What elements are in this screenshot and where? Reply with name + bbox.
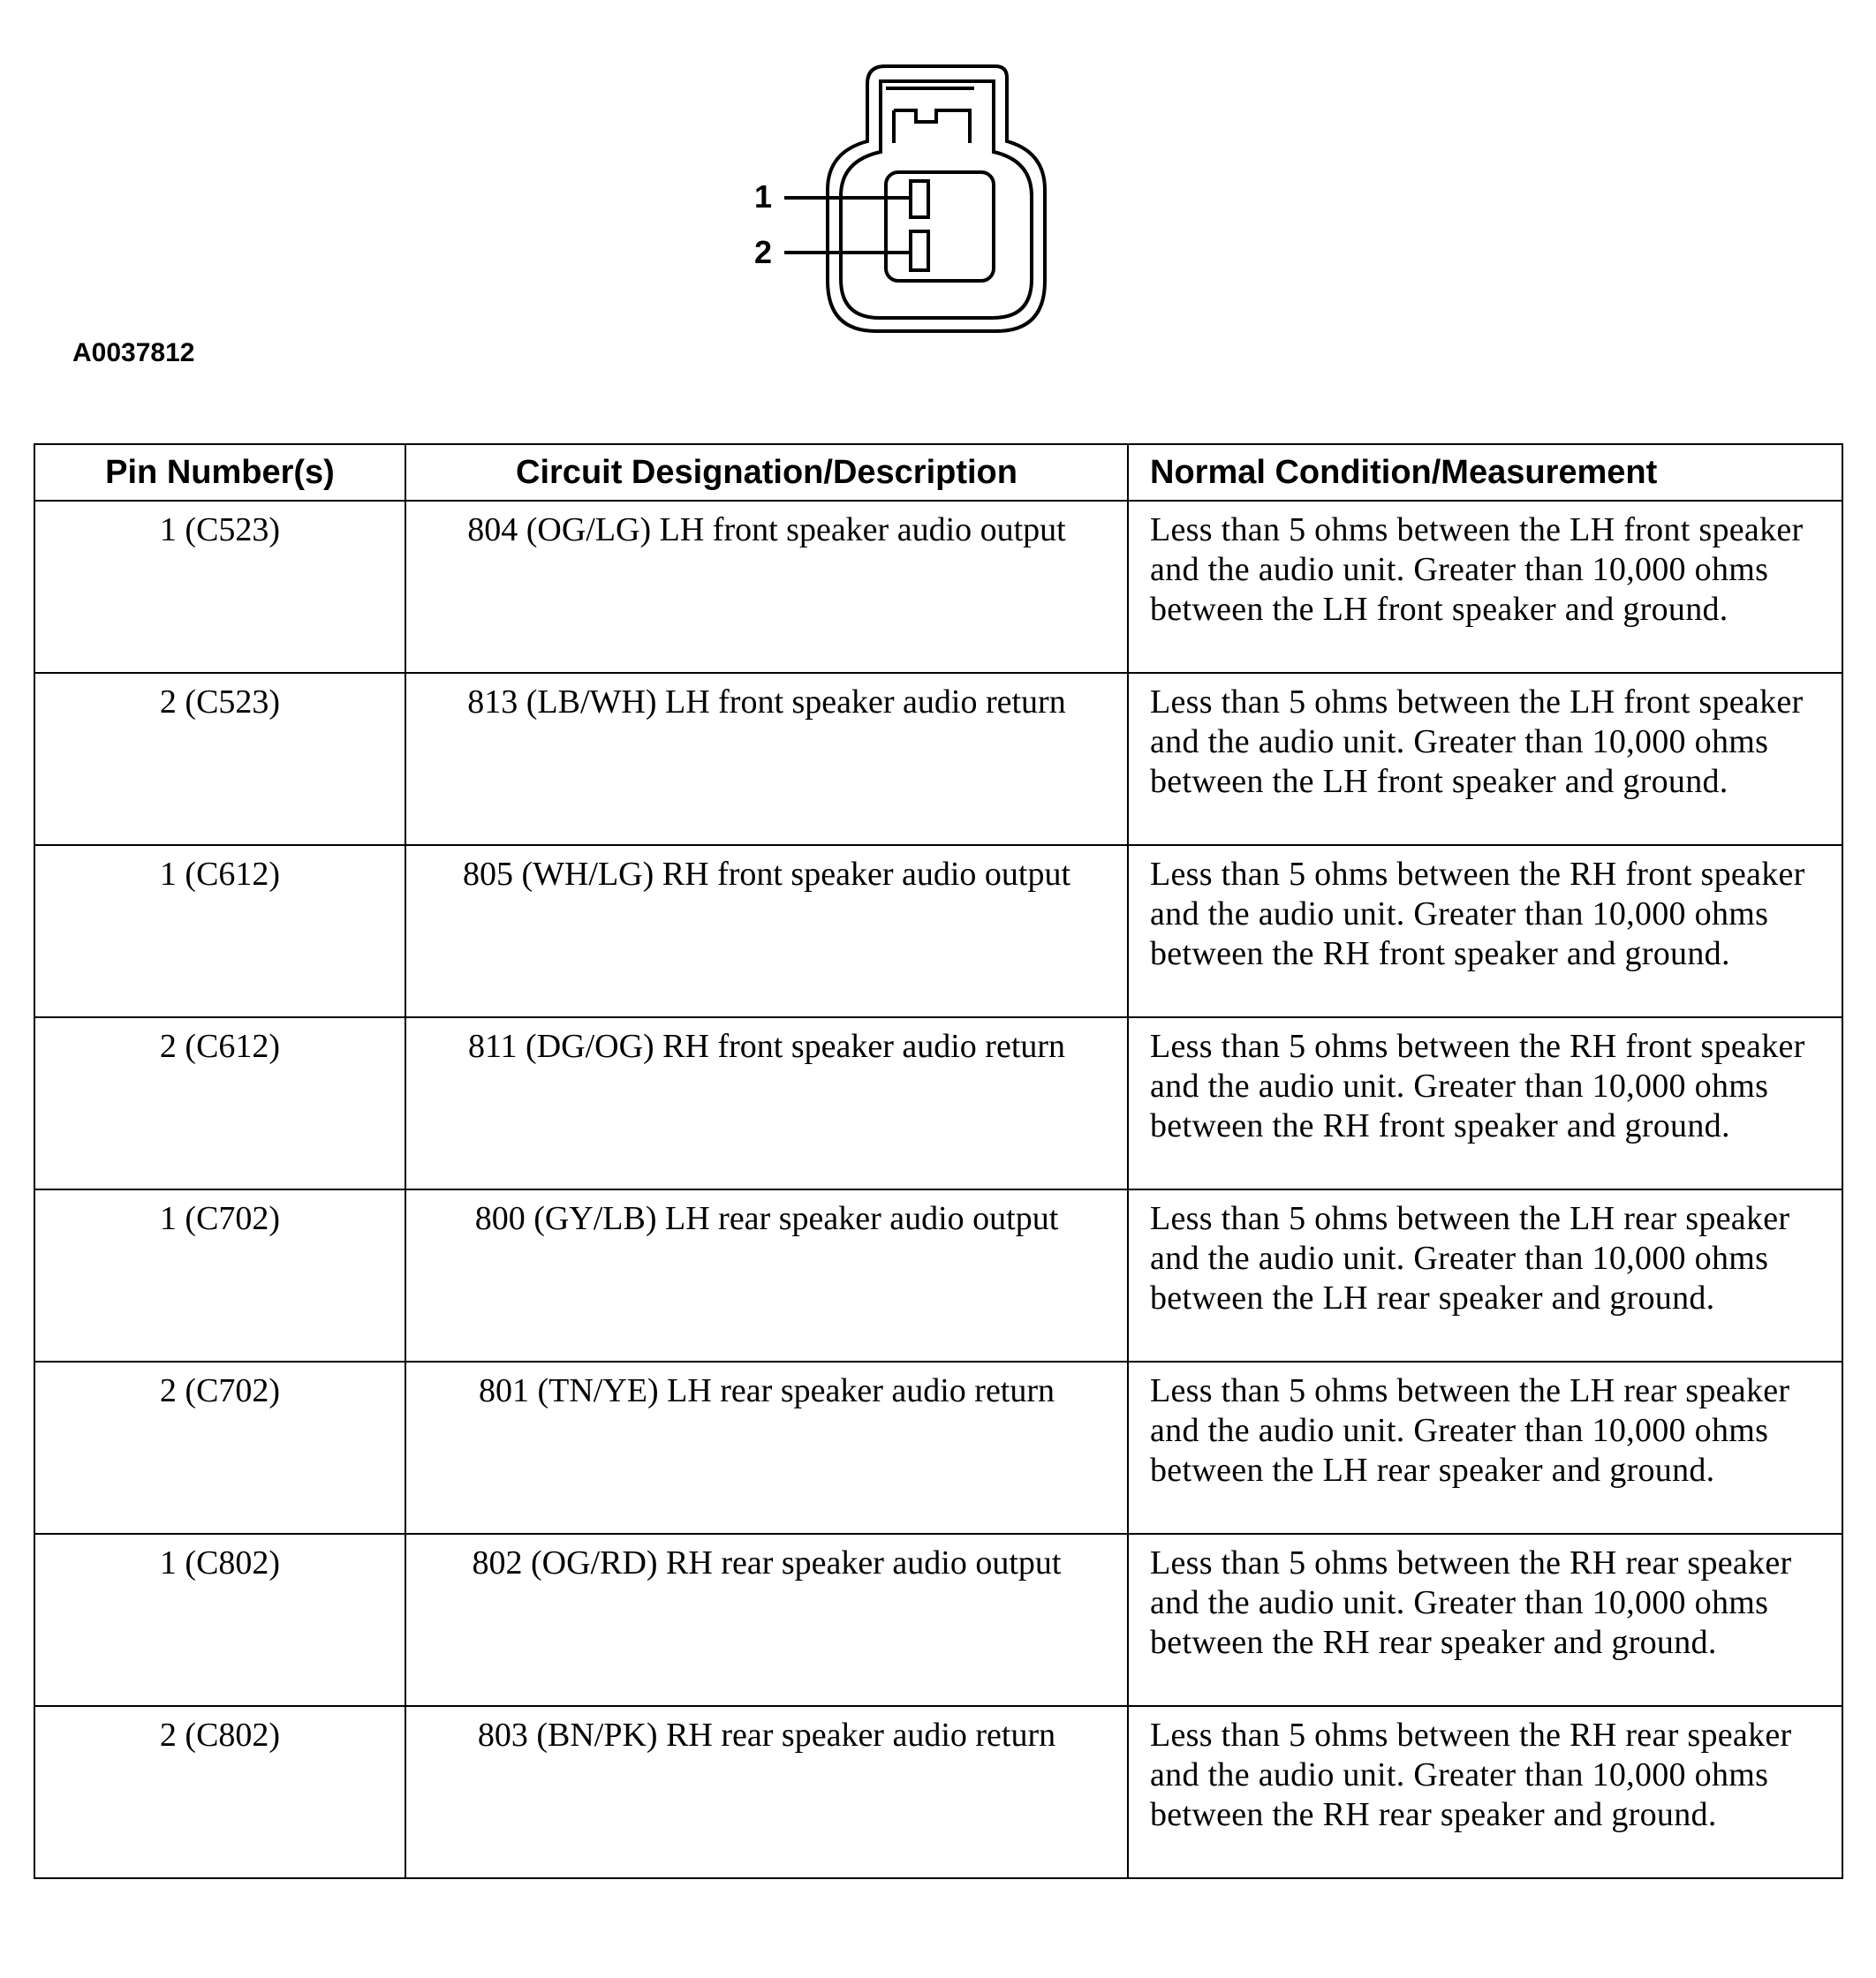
measurement-cell: Less than 5 ohms between the LH front speaker and the audio unit. Greater than 10,000 ohms between the LH front speaker and ground. bbox=[1128, 501, 1842, 673]
circuit-cell: 811 (DG/OG) RH front speaker audio return bbox=[405, 1017, 1128, 1189]
circuit-cell: 801 (TN/YE) LH rear speaker audio return bbox=[405, 1362, 1128, 1534]
figure-id: A0037812 bbox=[72, 338, 195, 367]
table-header-row bbox=[34, 444, 1842, 501]
table-row bbox=[34, 845, 1842, 1017]
connector-figure bbox=[0, 0, 1876, 415]
table-row bbox=[34, 1189, 1842, 1362]
table-row bbox=[34, 1706, 1842, 1878]
pin-1-label: 1 bbox=[754, 178, 773, 215]
header-normal-condition: Normal Condition/Measurement bbox=[1128, 444, 1842, 501]
measurement-cell: Less than 5 ohms between the LH front speaker and the audio unit. Greater than 10,000 ohms between the LH front speaker and ground. bbox=[1128, 673, 1842, 845]
pin-cell: 1 (C702) bbox=[34, 1189, 405, 1362]
pin-1-terminal bbox=[911, 181, 928, 217]
connector-face-diagram bbox=[0, 0, 1876, 415]
table-row bbox=[34, 1362, 1842, 1534]
circuit-cell: 813 (LB/WH) LH front speaker audio return bbox=[405, 673, 1128, 845]
pin-cell: 1 (C523) bbox=[34, 501, 405, 673]
terminal-cavity-block bbox=[886, 172, 994, 281]
header-pin-numbers: Pin Number(s) bbox=[34, 444, 405, 501]
pin-cell: 2 (C702) bbox=[34, 1362, 405, 1534]
measurement-cell: Less than 5 ohms between the LH rear speaker and the audio unit. Greater than 10,000 ohms between the LH rear speaker and ground. bbox=[1128, 1189, 1842, 1362]
pin-cell: 2 (C523) bbox=[34, 673, 405, 845]
circuit-cell: 804 (OG/LG) LH front speaker audio output bbox=[405, 501, 1128, 673]
circuit-cell: 803 (BN/PK) RH rear speaker audio return bbox=[405, 1706, 1128, 1878]
pin-cell: 1 (C802) bbox=[34, 1534, 405, 1706]
circuit-cell: 800 (GY/LB) LH rear speaker audio output bbox=[405, 1189, 1128, 1362]
table-row bbox=[34, 673, 1842, 845]
table-row bbox=[34, 1534, 1842, 1706]
pin-cell: 2 (C612) bbox=[34, 1017, 405, 1189]
pin-2-label: 2 bbox=[754, 234, 773, 270]
table-row bbox=[34, 1017, 1842, 1189]
table-row bbox=[34, 501, 1842, 673]
pin-2-terminal bbox=[911, 231, 928, 270]
circuit-cell: 802 (OG/RD) RH rear speaker audio output bbox=[405, 1534, 1128, 1706]
measurement-cell: Less than 5 ohms between the LH rear speaker and the audio unit. Greater than 10,000 ohms between the LH rear speaker and ground. bbox=[1128, 1362, 1842, 1534]
measurement-cell: Less than 5 ohms between the RH front speaker and the audio unit. Greater than 10,000 ohms between the RH front speaker and ground. bbox=[1128, 845, 1842, 1017]
pin-chart-table bbox=[34, 443, 1843, 1879]
locking-tab bbox=[894, 110, 970, 143]
circuit-cell: 805 (WH/LG) RH front speaker audio output bbox=[405, 845, 1128, 1017]
measurement-cell: Less than 5 ohms between the RH rear speaker and the audio unit. Greater than 10,000 ohms between the RH rear speaker and ground. bbox=[1128, 1534, 1842, 1706]
measurement-cell: Less than 5 ohms between the RH front speaker and the audio unit. Greater than 10,000 ohms between the RH front speaker and ground. bbox=[1128, 1017, 1842, 1189]
pin-cell: 1 (C612) bbox=[34, 845, 405, 1017]
header-circuit-description: Circuit Designation/Description bbox=[405, 444, 1128, 501]
pin-cell: 2 (C802) bbox=[34, 1706, 405, 1878]
measurement-cell: Less than 5 ohms between the RH rear speaker and the audio unit. Greater than 10,000 ohms between the RH rear speaker and ground. bbox=[1128, 1706, 1842, 1878]
